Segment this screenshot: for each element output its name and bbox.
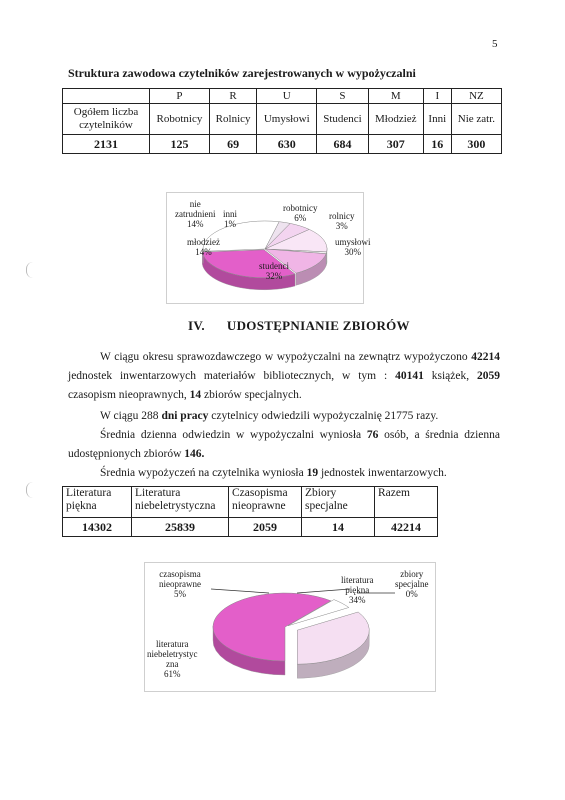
value-cell: 42214 <box>375 518 438 537</box>
page-number: 5 <box>492 38 498 50</box>
table-row <box>63 135 502 154</box>
section-number: IV. <box>188 318 205 333</box>
reader-structure-table <box>62 88 502 154</box>
number: 19 <box>306 467 319 479</box>
header-cell: Robotnicy <box>150 104 210 135</box>
table-row <box>63 518 438 537</box>
margin-mark <box>26 482 33 498</box>
header-cell: Umysłowi <box>257 104 317 135</box>
paragraph-reader-average <box>68 464 500 483</box>
text: Średnia wypożyczeń na czytelnika wyniosła <box>100 467 307 479</box>
text: zbiorów specjalnych. <box>201 389 302 401</box>
header-cell: Rolnicy <box>209 104 256 135</box>
text: czasopism nieoprawnych, <box>68 389 190 401</box>
code-cell: M <box>368 89 423 104</box>
code-cell: S <box>317 89 369 104</box>
value-cell: 2131 <box>63 135 150 154</box>
label-inni: inni 1% <box>223 209 238 229</box>
margin-mark <box>26 262 33 278</box>
header-cell: Literatura piękna <box>63 487 132 518</box>
emphasis: dni pracy <box>161 410 209 422</box>
header-cell: Literatura niebeletrystyczna <box>132 487 229 518</box>
label-mlodziez: młodzież 14% <box>187 237 220 257</box>
number: 76 <box>366 429 379 441</box>
paragraph-visits <box>68 407 500 426</box>
text: osób, a średnia dzienna udostępnionych zbiorów <box>68 429 500 460</box>
number: 146. <box>184 448 205 460</box>
label-rolnicy: rolnicy 3% <box>329 211 355 231</box>
paragraph-daily-average <box>68 426 500 464</box>
header-cell: Razem <box>375 487 438 518</box>
code-cell: U <box>257 89 317 104</box>
code-cell: P <box>150 89 210 104</box>
label-zbiory-specjalne: zbiory specjalne 0% <box>395 569 429 599</box>
header-cell: Młodzież <box>368 104 423 135</box>
table-row <box>63 104 502 135</box>
text: jednostek inwentarzowych. <box>318 467 447 479</box>
header-cell: Studenci <box>317 104 369 135</box>
number: 42214 <box>471 351 500 363</box>
section-title: UDOSTĘPNIANIE ZBIORÓW <box>226 318 410 333</box>
number: 2059 <box>477 370 501 382</box>
header-cell: Zbiory specjalne <box>302 487 375 518</box>
header-cell: Czasopisma nieoprawne <box>229 487 302 518</box>
table-row <box>63 487 438 518</box>
label-czasopisma: czasopisma nieoprawne 5% <box>159 569 201 599</box>
value-cell: 14302 <box>63 518 132 537</box>
code-cell: I <box>423 89 451 104</box>
number: 14 <box>189 389 202 401</box>
value-cell: 307 <box>368 135 423 154</box>
header-cell: Ogółem liczba czytelników <box>63 104 150 135</box>
loans-chart <box>144 562 436 692</box>
value-cell: 684 <box>317 135 369 154</box>
value-cell: 300 <box>451 135 501 154</box>
text: Średnia dzienna odwiedzin w wypożyczalni wyniosła <box>100 429 367 441</box>
label-niebeletrystyczna: literatura niebeletrystyc zna 61% <box>147 639 198 679</box>
value-cell: 125 <box>150 135 210 154</box>
value-cell: 630 <box>257 135 317 154</box>
code-cell: NZ <box>451 89 501 104</box>
leader-line <box>211 589 269 593</box>
text: W ciągu okresu sprawozdawczego w wypożyczalni na zewnątrz wypożyczono <box>100 351 472 363</box>
text: W ciągu 288 <box>100 410 162 422</box>
code-cell: R <box>209 89 256 104</box>
value-cell: 69 <box>209 135 256 154</box>
text: książek, <box>423 370 478 382</box>
value-cell: 16 <box>423 135 451 154</box>
reader-structure-chart <box>166 192 371 304</box>
table-row <box>63 89 502 104</box>
text: czytelnicy odwiedzili wypożyczalnię 21775 razy. <box>208 410 439 422</box>
paragraph-loans <box>68 348 500 405</box>
value-cell: 25839 <box>132 518 229 537</box>
label-umyslowi: umysłowi 30% <box>335 237 371 257</box>
text: jednostek inwentarzowych materiałów bibliotecznych, w tym : <box>68 370 396 382</box>
loans-table <box>62 486 438 537</box>
label-robotnicy: robotnicy 6% <box>283 203 318 223</box>
header-cell: Nie zatr. <box>451 104 501 135</box>
number: 40141 <box>395 370 424 382</box>
code-cell <box>63 89 150 104</box>
section-heading <box>188 318 410 334</box>
value-cell: 2059 <box>229 518 302 537</box>
label-studenci: studenci 32% <box>259 261 289 281</box>
value-cell: 14 <box>302 518 375 537</box>
label-nie-zatrudnieni: nie zatrudnieni 14% <box>175 199 216 229</box>
header-cell: Inni <box>423 104 451 135</box>
table-title: Struktura zawodowa czytelników zarejestrowanych w wypożyczalni <box>68 66 416 80</box>
label-literatura-piekna: literatura piękna 34% <box>341 575 374 605</box>
